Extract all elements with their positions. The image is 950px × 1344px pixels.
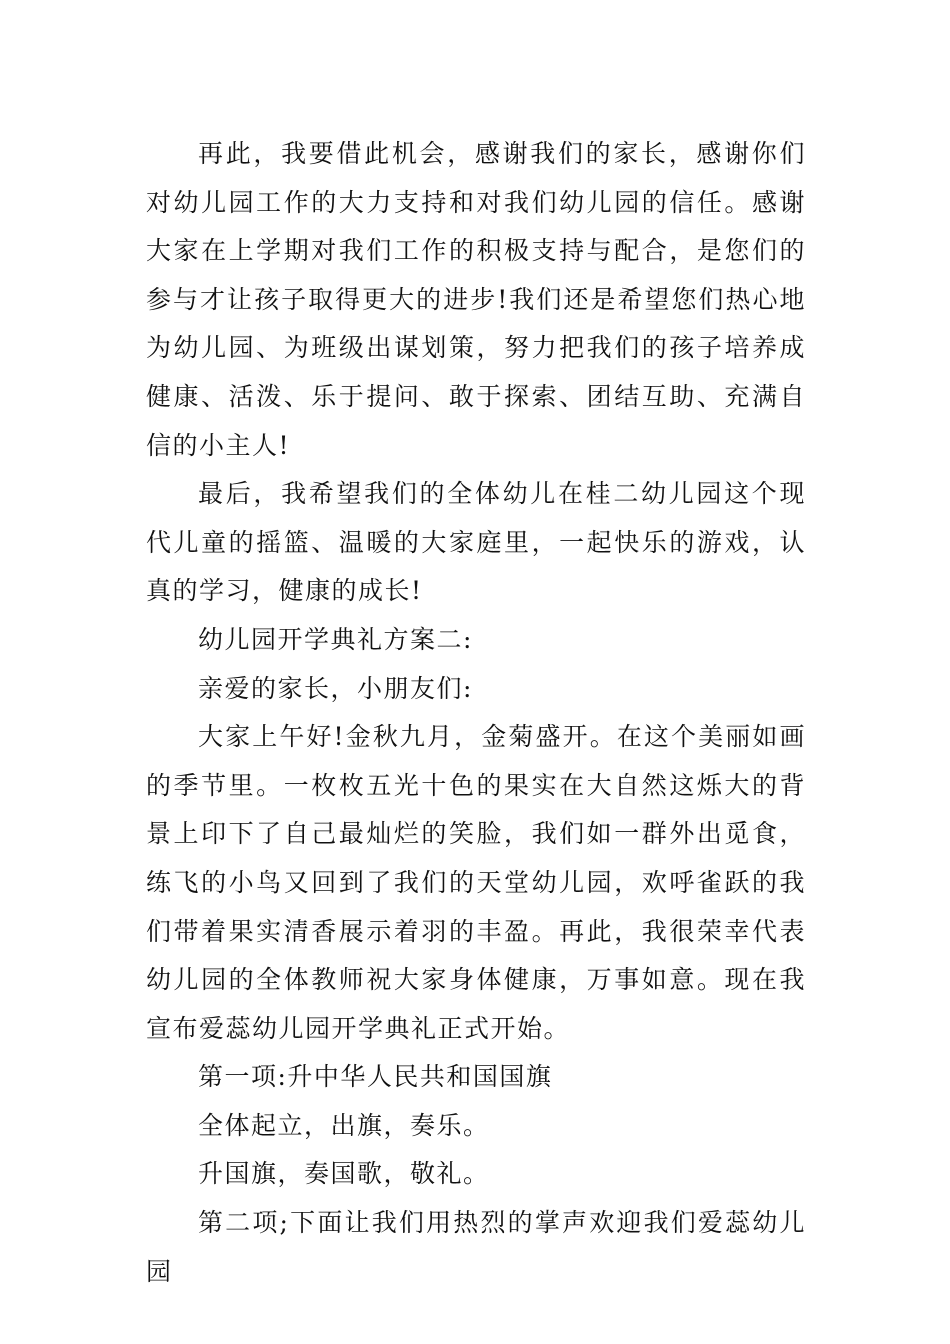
agenda-step-raise-flag: 升国旗，奏国歌，敬礼。 — [198, 1159, 490, 1189]
paragraph-closing-wish: 最后，我希望我们的全体幼儿在桂二幼儿园这个现代儿童的摇篮、温暖的大家庭里，一起快乐的游戏，认真的学习，健康的成长! — [146, 479, 806, 606]
agenda-item-two: 第二项;下面让我们用热烈的掌声欢迎我们爱蕊幼儿园 — [146, 1208, 806, 1286]
agenda-step-stand-up: 全体起立，出旗，奏乐。 — [198, 1110, 490, 1140]
paragraph-salutation: 亲爱的家长，小朋友们: — [198, 673, 473, 703]
agenda-item-one: 第一项:升中华人民共和国国旗 — [198, 1062, 553, 1092]
document-body — [146, 130, 806, 1296]
section-heading-plan-two: 幼儿园开学典礼方案二: — [198, 624, 473, 654]
paragraph-opening-speech: 大家上午好!金秋九月，金菊盛开。在这个美丽如画的季节里。一枚枚五光十色的果实在大自然这烁大的背景上印下了自己最灿烂的笑脸，我们如一群外出觅食，练飞的小鸟又回到了我们的天堂幼儿园，欢呼雀跃的我们带着果实清香展示着羽的丰盈。再此，我很荣幸代表幼儿园的全体教师祝大家身体健康，万事如意。现在我宣布爱蕊幼儿园开学典礼正式开始。 — [146, 722, 806, 1043]
paragraph-thanks-parents: 再此，我要借此机会，感谢我们的家长，感谢你们对幼儿园工作的大力支持和对我们幼儿园的信任。感谢大家在上学期对我们工作的积极支持与配合，是您们的参与才让孩子取得更大的进步!我们还是希望您们热心地为幼儿园、为班级出谋划策，努力把我们的孩子培养成健康、活泼、乐于提问、敢于探索、团结互助、充满自信的小主人! — [146, 139, 806, 460]
